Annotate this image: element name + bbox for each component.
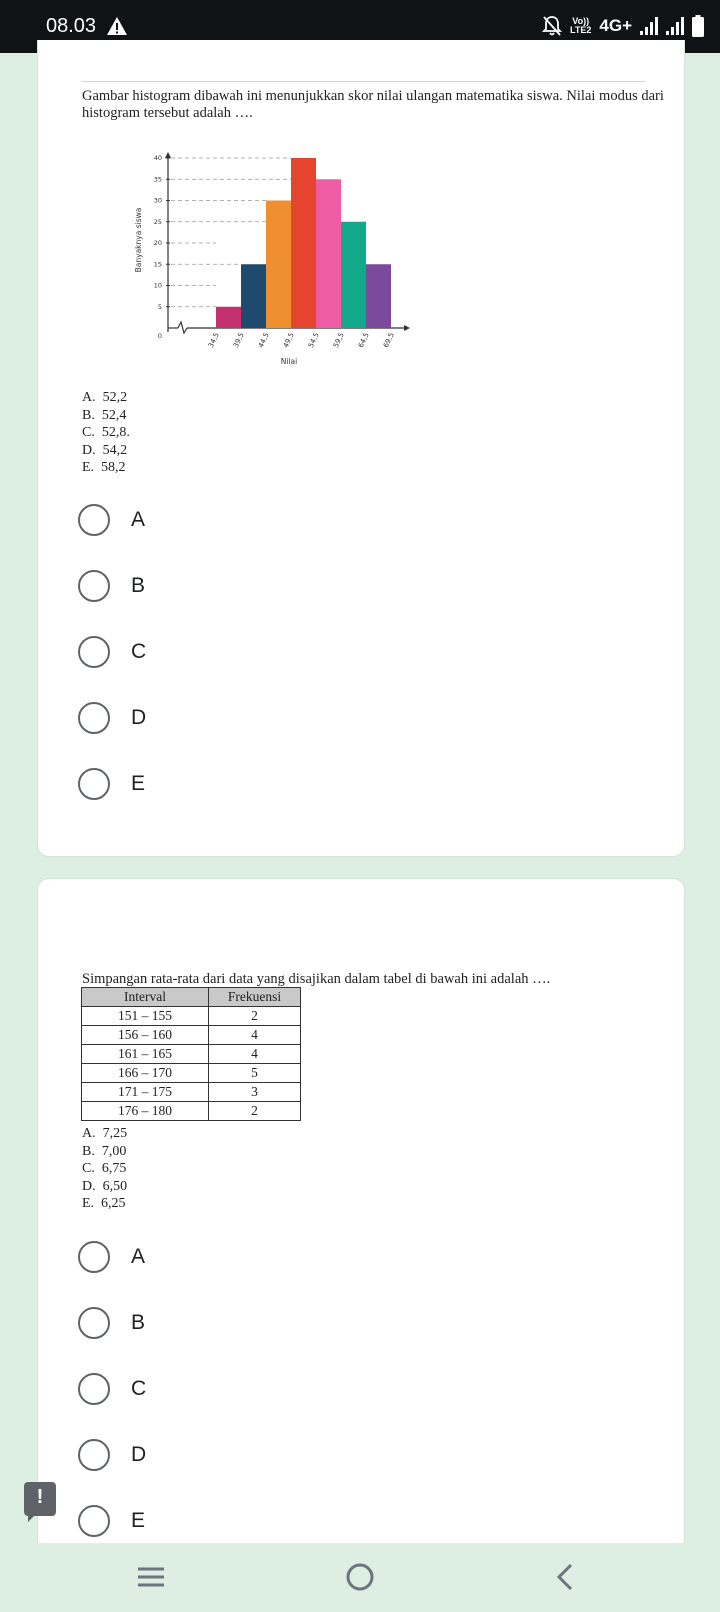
radio-button[interactable] — [78, 702, 110, 734]
x-axis-arrow — [404, 325, 410, 331]
table-row — [82, 1064, 301, 1083]
q2-radio-e[interactable] — [78, 1501, 145, 1541]
histogram-bar — [291, 158, 316, 328]
histogram-bar — [266, 201, 291, 329]
network-type: 4G+ — [599, 16, 632, 35]
q1-radio-a[interactable] — [78, 500, 145, 540]
radio-button[interactable] — [78, 1439, 110, 1471]
question-1-options — [82, 389, 130, 477]
table-row — [82, 1045, 301, 1064]
x-tick-label: 64,5 — [356, 331, 371, 349]
y-axis-arrow — [165, 152, 171, 158]
table-cell-interval: 176 – 180 — [82, 1102, 209, 1121]
q2-radio-a[interactable] — [78, 1237, 145, 1277]
option-text-d: D. 54,2 — [82, 442, 128, 458]
x-axis-title: Nilai — [280, 357, 298, 366]
x-tick-label: 34,5 — [206, 331, 221, 349]
q2-radio-c[interactable] — [78, 1369, 146, 1409]
option-text-d: D. 6,50 — [82, 1178, 128, 1194]
status-time: 08.03 — [46, 15, 97, 37]
y-tick-label: 30 — [153, 196, 162, 205]
option-text-c: C. 6,75 — [82, 1161, 127, 1176]
table-cell-frequency: 5 — [209, 1064, 301, 1083]
histogram-bar — [341, 222, 366, 328]
option-text-e: E. 58,2 — [82, 460, 126, 475]
option-text-c: C. 52,8. — [82, 425, 130, 440]
q2-radio-d[interactable] — [78, 1435, 146, 1475]
x-tick-label: 49,5 — [281, 331, 296, 349]
x-tick-label: 44,5 — [256, 331, 271, 349]
back-icon[interactable] — [546, 1557, 586, 1597]
table-cell-interval: 151 – 155 — [82, 1007, 209, 1026]
y-tick-label: 15 — [153, 260, 162, 269]
table-header-row — [82, 988, 301, 1007]
table-row — [82, 1026, 301, 1045]
radio-button[interactable] — [78, 1373, 110, 1405]
table-header-interval: Interval — [82, 988, 209, 1007]
option-text-b: B. 7,00 — [82, 1143, 127, 1159]
q1-radio-d[interactable] — [78, 698, 146, 738]
question-card-1 — [37, 40, 685, 857]
table-cell-frequency: 4 — [209, 1026, 301, 1045]
mute-bell-icon — [542, 15, 562, 37]
radio-button[interactable] — [78, 636, 110, 668]
radio-label: D — [131, 706, 147, 729]
radio-label: D — [131, 1443, 147, 1466]
x-axis-break — [178, 322, 187, 333]
navigation-bar — [0, 1543, 720, 1612]
y-tick-label: 25 — [153, 217, 162, 226]
option-text-b: B. 52,4 — [82, 407, 127, 423]
divider — [81, 81, 645, 82]
table-cell-frequency: 4 — [209, 1045, 301, 1064]
q1-radio-b[interactable] — [78, 566, 145, 606]
question-card-2 — [37, 878, 685, 1558]
table-row — [82, 1083, 301, 1102]
volte-indicator: Vo)) LTE2 — [570, 16, 592, 35]
histogram-chart — [96, 140, 426, 370]
table-row — [82, 1102, 301, 1121]
x-tick-label: 54,5 — [306, 331, 321, 349]
radio-label: E — [131, 1509, 146, 1532]
y-tick-label: 40 — [153, 154, 162, 162]
radio-label: C — [131, 1377, 147, 1400]
radio-button[interactable] — [78, 768, 110, 800]
radio-button[interactable] — [78, 1307, 110, 1339]
y-tick-label: 35 — [153, 175, 162, 184]
option-text-a: A. 52,2 — [82, 390, 128, 405]
battery-icon — [692, 15, 704, 37]
question-1-text: Gambar histogram dibawah ini menunjukkan skor nilai ulangan matematika siswa. Nilai modus dari histogram tersebut adalah …. — [82, 88, 664, 121]
y-tick-label: 10 — [153, 281, 162, 290]
y-axis-title: Banyaknya siswa — [134, 207, 143, 273]
question-2-options — [82, 1125, 127, 1213]
x-tick-label: 59,5 — [331, 331, 346, 349]
feedback-button[interactable]: ! — [24, 1482, 56, 1516]
radio-label: A — [131, 508, 146, 531]
table-cell-frequency: 2 — [209, 1007, 301, 1026]
table-cell-interval: 166 – 170 — [82, 1064, 209, 1083]
histogram-bar — [366, 264, 391, 328]
signal-icon-2 — [666, 17, 684, 35]
histogram-bar — [316, 179, 341, 328]
option-text-a: A. 7,25 — [82, 1126, 128, 1141]
x-tick-label: 39,5 — [231, 331, 246, 349]
radio-label: B — [131, 574, 146, 597]
q2-radio-b[interactable] — [78, 1303, 145, 1343]
table-cell-interval: 156 – 160 — [82, 1026, 209, 1045]
radio-button[interactable] — [78, 504, 110, 536]
home-icon[interactable] — [340, 1557, 380, 1597]
histogram-bar — [216, 307, 241, 328]
q1-radio-e[interactable] — [78, 764, 145, 804]
radio-button[interactable] — [78, 1505, 110, 1537]
x-tick-label: 69,5 — [381, 331, 396, 349]
table-cell-frequency: 2 — [209, 1102, 301, 1121]
table-row — [82, 1007, 301, 1026]
y-tick-label: 5 — [157, 302, 162, 311]
recent-apps-icon[interactable] — [131, 1557, 171, 1597]
option-text-e: E. 6,25 — [82, 1196, 126, 1211]
status-icons — [542, 12, 704, 40]
y-tick-label: 0 — [157, 332, 162, 340]
radio-label: C — [131, 640, 147, 663]
radio-label: B — [131, 1311, 146, 1334]
q1-radio-c[interactable] — [78, 632, 146, 672]
frequency-table — [81, 987, 301, 1121]
radio-label: E — [131, 772, 146, 795]
histogram-bar — [241, 264, 266, 328]
warning-icon — [106, 15, 128, 37]
radio-button[interactable] — [78, 1241, 110, 1273]
signal-icon — [640, 17, 658, 35]
radio-button[interactable] — [78, 570, 110, 602]
table-header-frequency: Frekuensi — [209, 988, 301, 1007]
y-tick-label: 20 — [153, 239, 162, 247]
radio-label: A — [131, 1245, 146, 1268]
table-cell-interval: 171 – 175 — [82, 1083, 209, 1102]
table-cell-frequency: 3 — [209, 1083, 301, 1102]
question-2-text: Simpangan rata-rata dari data yang disajikan dalam tabel di bawah ini adalah …. — [82, 971, 551, 987]
table-cell-interval: 161 – 165 — [82, 1045, 209, 1064]
